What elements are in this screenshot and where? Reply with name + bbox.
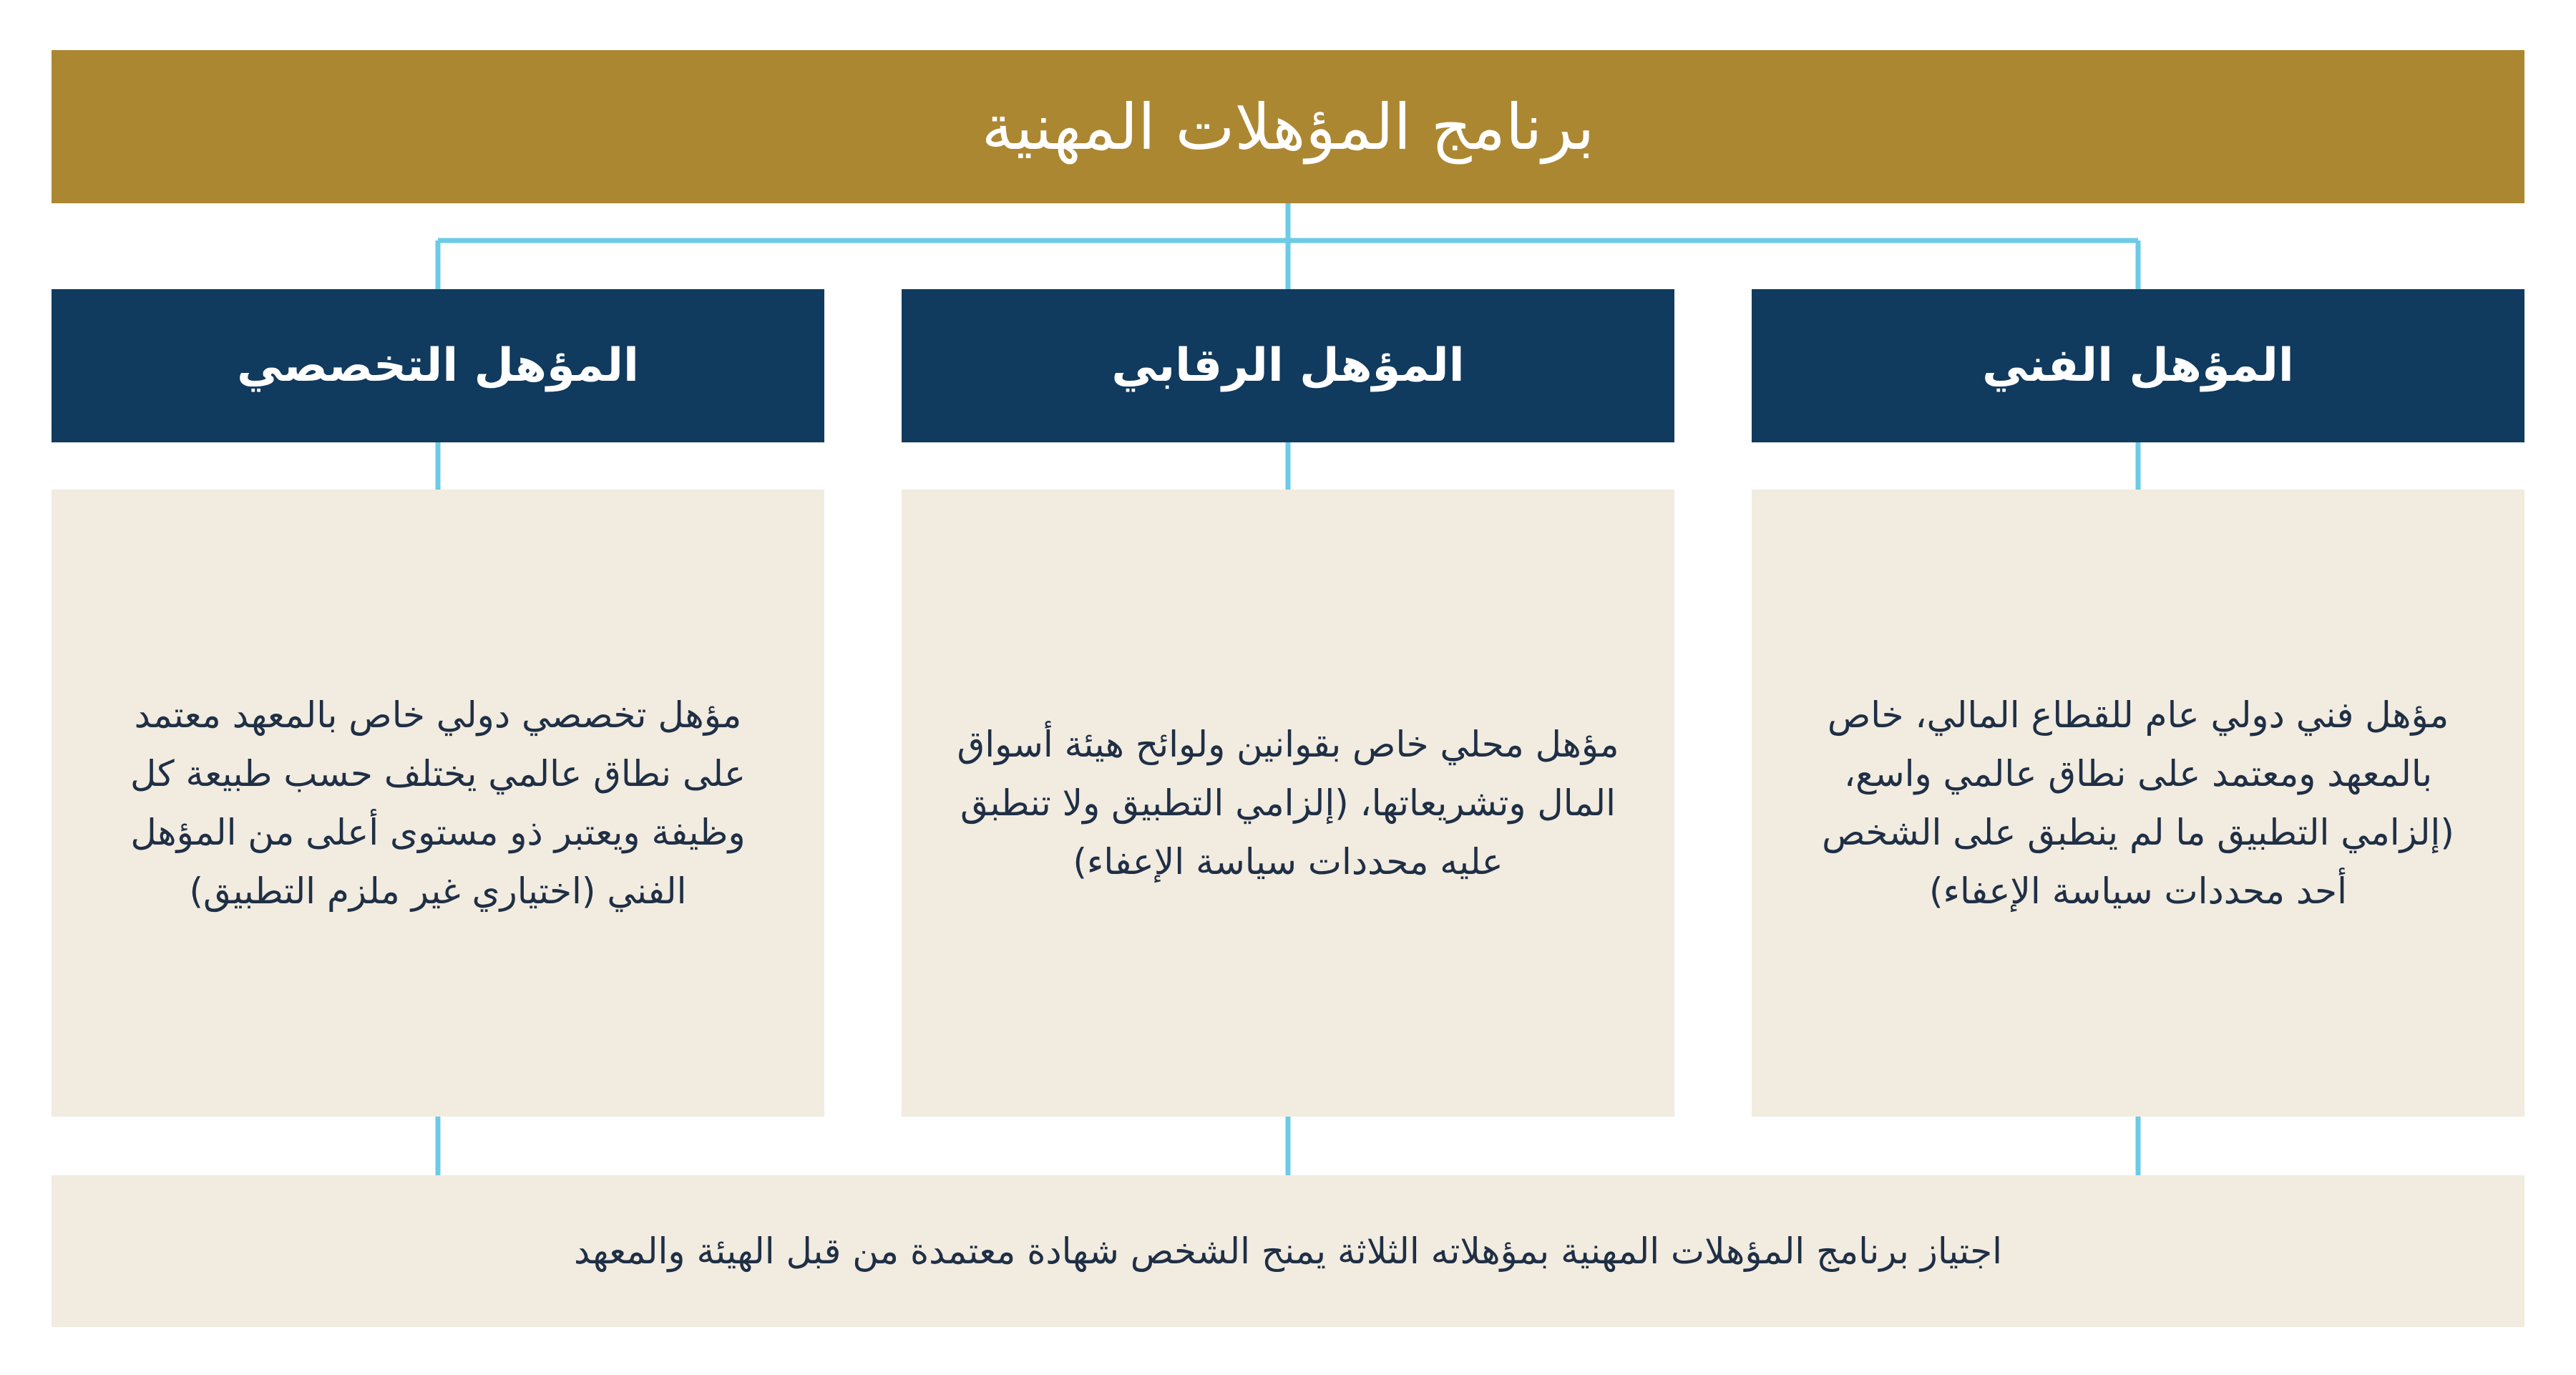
- program-title-bar: [52, 50, 2524, 203]
- header-regulatory-qualification: [902, 289, 1674, 442]
- panel-technical-qualification: [1752, 490, 2524, 1117]
- header-specialized-qualification: [52, 289, 824, 442]
- footer-text: اجتياز برنامج المؤهلات المهنية بمؤهلاته الثلاثة يمنح الشخص شهادة معتمدة من قبل الهيئة والمعهد: [573, 1230, 2003, 1272]
- panel-description: مؤهل محلي خاص بقوانين ولوائح هيئة أسواق المال وتشريعاتها، (إلزامي التطبيق ولا تنطبق عليه محددات سياسة الإعفاء): [957, 724, 1619, 883]
- panel-regulatory-qualification: [902, 490, 1674, 1117]
- panel-specialized-qualification: [52, 490, 824, 1117]
- panel-description: مؤهل فني دولي عام للقطاع المالي، خاص بالمعهد ومعتمد على نطاق عالمي واسع، (إلزامي التطبيق ما لم ينطبق على الشخص أحد محددات سياسة الإعفاء): [1822, 694, 2454, 912]
- program-title: برنامج المؤهلات المهنية: [981, 89, 1595, 164]
- header-title: المؤهل الرقابي: [1111, 339, 1465, 392]
- footer-bar: [52, 1175, 2524, 1327]
- header-technical-qualification: [1752, 289, 2524, 442]
- panel-description: مؤهل تخصصي دولي خاص بالمعهد معتمد على نطاق عالمي يختلف حسب طبيعة كل وظيفة ويعتبر ذو مستوى أعلى من المؤهل الفني (اختياري غير ملزم التطبيق): [130, 694, 746, 912]
- header-title: المؤهل التخصصي: [237, 339, 639, 392]
- header-title: المؤهل الفني: [1982, 339, 2294, 392]
